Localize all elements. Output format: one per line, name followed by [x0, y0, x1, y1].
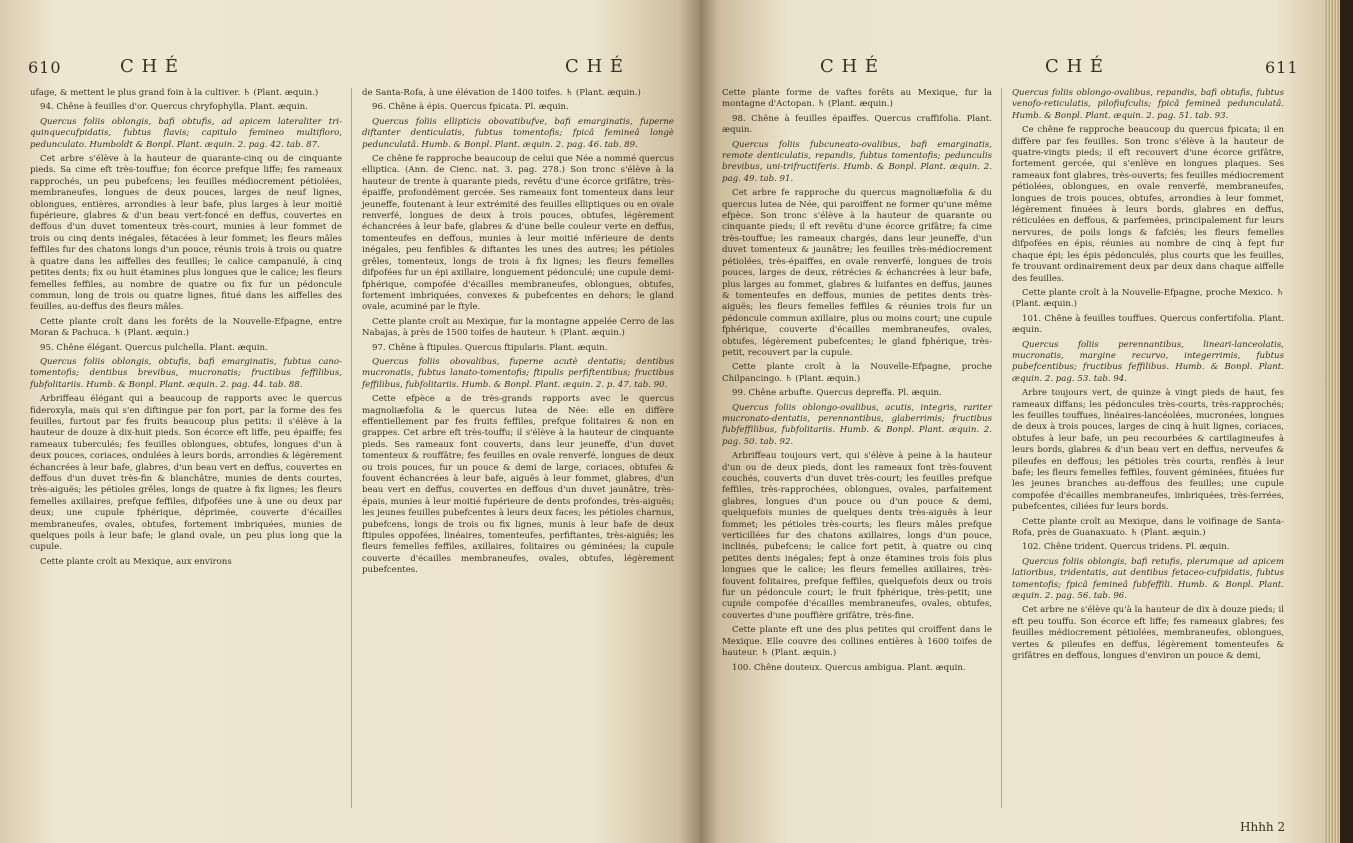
paragraph: Cette plante croît au Mexique, aux environs [40, 556, 232, 567]
paragraph: Cet arbre fe rapproche du quercus magnoliæfolia & du quercus lutea de Née, qui paroiffent ne former qu'une même efpèce. Son tronc s'élève à la hauteur de quarante ou cinquante pieds; il eft revêtu d'une écorce grifâtre; fa cime très-touffue; les rameaux chargés, dans leur jeuneffe, d'un duvet tomenteux & jaunâtre; les feuilles très-médiocrement pétiolées, très-épaiffes, en ovale renverfé, longues de trois pouces, larges de deux, rétrécies & échancrées à leur bafe, plus larges au fommet, glabres & luifantes en deffus, jaunes & tomenteufes en deffous, munies de petites dents très-aiguës; les fleurs femelles feffiles & réunies trois fur un pédoncule commun axillaire, plus ou moins court; une cupule fphérique, couverte d'écailles membraneufes, ovales, obtufes, légèrement pubefcentes; le gland fphérique, très-petit, recouvert par la cupule. [722, 188, 992, 358]
paragraph: Quercus foliis oblongis, bafi obtufis, ad apicem lateraliter tri-quinquecufpidatis, fubtus flavis; capitulo femineo multifloro, pedunculato. Humboldt & Bonpl. Plant. æquin. 2. pag. 42. tab. 87. [30, 116, 342, 150]
paragraph: Quercus foliis oblongis, obtufis, bafi emarginatis, fubtus cano-tomentofis; dentibus brevibus, mucronatis; fructibus feffilibus, fubfolitariis. Humb. & Bonpl. Plant. æquin. 2. pag. 44. tab. 88. [30, 356, 342, 390]
right-column-1 [722, 88, 992, 677]
paragraph: Cette plante forme de vaftes forêts au Mexique, fur la montagne d'Actopan. ♄ (Plant. æquin.) [722, 88, 992, 110]
left-running-head-1: C H É [120, 56, 180, 77]
right-column-2 [1012, 88, 1284, 666]
paragraph: Quercus foliis fubcuneato-ovalibus, bafi emarginatis, remote denticulatis, repandis, fubtus tomentofis; pedunculis brevibus, uni-trifructiferis. Humb. & Bonpl. Plant. æquin. 2. pag. 49. tab. 91. [722, 139, 992, 184]
paragraph: Cette plante croît à la Nouvelle-Efpagne, proche Chilpancingo. ♄ (Plant. æquin.) [722, 362, 992, 384]
paragraph: Ce chêne fe rapproche beaucoup de celui que Née a nommé quercus elliptica. (Ann. de Cienc. nat. 3. pag. 278.) Son tronc s'élève à la hauteur de trente à quarante pieds, revêtu d'une écorce grifâtre, très-épaiffe, profondément gercée. Ses rameaux font tomenteux dans leur jeuneffe, foutenant à leur extrémité des feuilles elliptiques ou en ovale renverfé, longues de deux à trois pouces, obtufes, légèrement échancrées à leur bafe, glabres & d'une belle couleur verte en deffus, tomenteufes en deffous, munies à leur moitié inférieure de dents inégales, peu fenfibles & diftantes les unes des autres; les pétioles grêles, tomenteux, longs de trois à fix lignes; les fleurs femelles difpofées fur un épi axillaire, longuement pédonculé; une cupule demi-fphérique, compofée d'écailles membraneufes, oblongues, obtufes, fortement imbriquées, convexes & pubefcentes en dehors; le gland ovale, acuminé par le ftyle. [362, 154, 674, 313]
paragraph: Arbre toujours vert, de quinze à vingt pieds de haut, fes rameaux diffans; les pédoncules très-courts, très-rapprochés; les feuilles touffues, linéaires-lancéolées, mucronées, longues de deux à trois pouces, larges de cinq à huit lignes, coriaces, obtufes à leur bafe, un peu recourbées & cartilagineufes à leurs bords, glabres & d'un beau vert en deffus, nerveufes & pileufes en deffous; les pétioles très courts, renflés à leur bafe; les fleurs femelles feffiles, fouvent géminées, fituées fur les jeunes branches au-deffous des feuilles; une cupule compofée d'écailles membraneufes, imbriquées, très-ferrées, pubefcentes, ciliées fur leurs bords. [1012, 388, 1284, 513]
paragraph: 98. Chêne à feuilles épaiffes. Quercus craffifolia. Plant. æquin. [722, 113, 992, 136]
paragraph: Quercus foliis oblongis, bafi retufis, plerumque ad apicem latioribus, tridentatis, aut dentibus fetaceo-cufpidatis, fubtus tomentofis; fpicâ femineâ fubfeffili. Humb. & Bonpl. Plant. æquin. 2. pag. 56. tab. 96. [1012, 556, 1284, 602]
paragraph: 102. Chêne trident. Quercus tridens. Pl. æquin. [1022, 542, 1230, 553]
paragraph: Cette plante croît au Mexique, dans le voifinage de Santa-Rofa, près de Guanaxuato. ♄ (Plant. æquin.) [1012, 516, 1284, 539]
right-page [700, 0, 1325, 843]
paragraph: Quercus foliis obovalibus, fuperne acutè dentatis; dentibus mucronatis, fubtus lanato-tomentofis; ftipulis perfiftentibus; fructibus feffilibus, fubfolitariis. Humb. & Bonpl. Plant. æquin. 2. p. 47. tab. 90. [362, 356, 674, 390]
paragraph: Quercus foliis perennantibus, lineari-lanceolatis, mucronatis, margine recurvo, integerrimis, fubtus pubefcentibus; fructibus feffilibus. Humb. & Bonpl. Plant. æquin. 2. pag. 53. tab. 94. [1012, 339, 1284, 384]
paragraph: Cette plante eft une des plus petites qui croiffent dans le Mexique. Elle couvre des collines entières à 1600 toifes de hauteur. ♄ (Plant. æquin.) [722, 625, 992, 659]
right-running-head-2: C H É [1045, 56, 1105, 77]
column-separator [351, 88, 352, 808]
signature-mark: Hhhh 2 [1240, 820, 1286, 834]
paragraph: Cette plante croît dans les forêts de la Nouvelle-Efpagne, entre Moran & Pachuca. ♄ (Plant. æquin.) [30, 316, 342, 339]
paragraph: 94. Chêne à feuilles d'or. Quercus chryfophylla. Plant. æquin. [40, 102, 308, 113]
paragraph: Cette plante croît au Mexique, fur la montagne appelée Cerro de las Nabajas, à près de 1500 toifes de hauteur. ♄ (Plant. æquin.) [362, 316, 674, 339]
paragraph: Cette efpèce a de très-grands rapports avec le quercus magnoliæfolia & le quercus lutea de Née: elle en diffère effentiellement par fes fruits feffiles, prefque folitaires & non en grappes. Cet arbre eft très-touffu; il s'élève à la hauteur de cinquante pieds. Ses rameaux font couverts, dans leur jeuneffe, d'un duvet tomenteux & rouffâtre; fes feuilles en ovale renverfé, longues de deux ou trois pouces, fur un pouce & demi de large, coriaces, obtufes & fouvent échancrées à leur bafe, aiguës à leur fommet, glabres, d'un beau vert en deffus, couvertes en deffous d'un duvet jaunâtre, très-épais, munies à leur moitié fupérieure de dents profondes, très-aiguës; les jeunes feuilles pubefcentes à leurs deux faces; les pétioles charnus, pubefcens, longs de trois ou fix lignes, munis à leur bafe de deux ftipules oppofées, linéaires, tomenteufes, perfiftantes, très-aiguës; les fleurs femelles feffiles, axillaires, folitaires ou géminées; la cupule couverte d'écailles membraneufes, ovales, obtufes, légèrement pubefcentes. [362, 394, 674, 576]
paragraph: Arbriffeau toujours vert, qui s'élève à peine à la hauteur d'un ou de deux pieds, dont les rameaux font très-fouvent couchés, couverts d'un duvet très-court; les feuilles prefque feffiles, très-rapprochées, oblongues, ovales, parfaitement glabres, longues d'un pouce ou d'un pouce & demi, quelquefois munies de quelques dents très-aiguës à leur fommet; les pétioles très-courts; les fleurs mâles prefque verticillées fur des chatons axillaires, longs d'un pouce, inclinés, pubefcens; le calice fort petit, à quatre ou cinq petites dents inégales; fept à onze étamines trois fois plus longues que le calice; les fleurs femelles axillaires, très-fouvent folitaires, prefque feffiles, quelquefois deux ou trois fur un pédoncule court; le fruit fphérique, très-petit; une cupule compofée d'écailles membraneufes, ovales, obtufes, couvertes d'une pouffière grifâtre, très-fine. [722, 451, 992, 621]
paragraph: 101. Chêne à feuilles touffues. Quercus confertifolia. Plant. æquin. [1012, 313, 1284, 336]
paragraph: 97. Chêne à ftipules. Quercus ftipularis. Plant. æquin. [372, 342, 608, 353]
paragraph: ufage, & mettent le plus grand foin à la cultiver. ♄ (Plant. æquin.) [30, 88, 319, 98]
paragraph: Cet arbre ne s'élève qu'à la hauteur de dix à douze pieds; il eft peu touffu. Son écorce eft liffe; fes rameaux glabres; fes feuilles médiocrement pétiolées, membraneufes, oblongues, vertes & pileufes en deffus, légèrement tomenteufes & grifâtres en deffous, longues d'environ un pouce & demi, [1012, 605, 1284, 662]
left-column-2 [362, 88, 674, 580]
paragraph: 99. Chêne arbufte. Quercus depreffa. Pl. æquin. [732, 388, 942, 399]
cover-edge [1340, 0, 1353, 843]
left-running-head-2: C H É [565, 56, 625, 77]
right-running-head-1: C H É [820, 56, 880, 77]
paragraph: Cet arbre s'élève à la hauteur de quarante-cinq ou de cinquante pieds. Sa cime eft très-touffue; fon écorce prefque liffe; fes rameaux rapprochés, un peu pubefcens; les feuilles médiocrement pétiolées, membraneufes, longues de deux pouces, larges de neuf lignes, oblongues, entières, arrondies à leur bafe, plus larges à leur moitié fupérieure, glabres & d'un beau vert-foncé en deffus, couvertes en deffous d'un duvet tomenteux très-court, munies à leur fommet de trois ou cinq dents inégales, fétacées à leur fommet; les fleurs mâles feffiles fur des chatons longs d'un pouce, réunis trois à trois ou quatre à quatre dans les aiffelles des feuilles; le calice campanulé, à cinq petites dents; fix ou huit étamines plus longues que le calice; les fleurs femelles feffiles, au nombre de quatre ou fix fur un pédoncule commun, long de trois ou quatre lignes, fitué dans les aiffelles des feuilles, au-deffus des fleurs mâles. [30, 154, 342, 313]
paragraph: Arbriffeau élégant qui a beaucoup de rapports avec le quercus fideroxyla, mais qui s'en diftingue par fon port, par la forme des fes feuilles, furtout par fes fruits beaucoup plus petits: il s'élève à la hauteur de douze à dix-huit pieds. Son écorce eft liffe, peu épaiffe; fes rameaux tuberculés; fes feuilles oblongues, obtufes, longues d'un à deux pouces, coriaces, ondulées à leurs bords, arrondies & légèrement échancrées à leur bafe, glabres, d'un beau vert en deffus, couvertes en deffous d'un duvet très-fin & blanchâtre, munies de dents courtes, très-aiguës; les pétioles grêles, longs de quatre à fix lignes; les fleurs femelles axillaires, prefque feffiles, difpofées une à une ou deux par deux; une cupule fphérique, déprimée, couverte d'écailles membraneufes, ovales, obtufes, fortement imbriquées, munies de quelques poils à leur bafe; le gland ovale, un peu plus long que la cupule. [30, 394, 342, 553]
column-separator [1001, 88, 1002, 808]
paragraph: de Santa-Rofa, à une élévation de 1400 toifes. ♄ (Plant. æquin.) [362, 88, 641, 98]
right-page-number: 611 [1265, 58, 1299, 77]
paragraph: Cette plante croît à la Nouvelle-Efpagne, proche Mexico. ♄ (Plant. æquin.) [1012, 287, 1284, 310]
left-column-1 [30, 88, 342, 571]
paragraph: Ce chêne fe rapproche beaucoup du quercus fpicata; il en diffère par fes feuilles. Son tronc s'élève à la hauteur de quatre-vingts pieds; il eft recouvert d'une écorce grifâtre, fortement gercée, qui s'enlève en longues plaques. Ses rameaux font glabres, très-ouverts; fes feuilles médiocrement pétiolées, oblongues, en ovale renverfé, membraneufes, longues de trois pouces, obtufes, arrondies à leur fommet, légèrement finuées à leurs bords, glabres en deffus, réticulées en deffous, & parfemées, principalement fur leurs nervures, de poils longs & fafciés; les fleurs femelles difpofées en épis, réunies au nombre de cinq à fept fur chaque épi; les épis pédonculés, plus courts que les feuilles, fe trouvant ordinairement deux par deux dans chaque aiffelle des feuilles. [1012, 125, 1284, 284]
paragraph: Quercus foliis oblongo-ovalibus, acutis, integris, rariter mucronato-dentatis, perennantibus, glaberrimis; fructibus fubfeffilibus, fubfolitariis. Humb. & Bonpl. Plant. æquin. 2. pag. 50. tab. 92. [722, 402, 992, 447]
paragraph: 96. Chêne à épis. Quercus fpicata. Pl. æquin. [372, 102, 569, 113]
paragraph: Quercus foliis oblongo-ovalibus, repandis, bafi obtufis, fubtus venofo-reticulatis, pilofiufculis; fpicâ femineâ pedunculatâ. Humb. & Bonpl. Plant. æquin. 2. pag. 51. tab. 93. [1012, 88, 1284, 121]
paragraph: Quercus foliis ellipticis obovatibufve, bafi emarginatis, fuperne diftanter denticulatis, fubtus tomentofis; fpicâ femineâ longè pedunculatâ. Humb. & Bonpl. Plant. æquin. 2. pag. 46. tab. 89. [362, 116, 674, 150]
paragraph: 100. Chêne douteux. Quercus ambigua. Plant. æquin. [732, 662, 966, 673]
left-page-number: 610 [28, 58, 62, 77]
paragraph: 95. Chêne élégant. Quercus pulchella. Plant. æquin. [40, 342, 268, 353]
